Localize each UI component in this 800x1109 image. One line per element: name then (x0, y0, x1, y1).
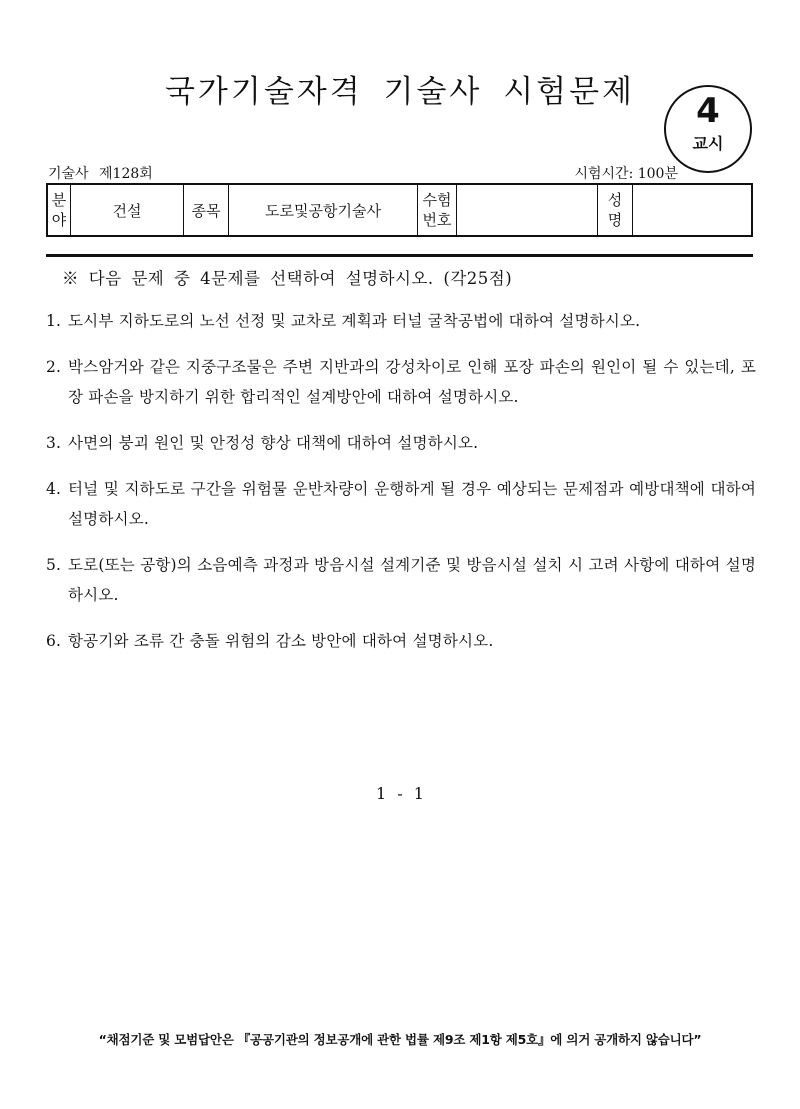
question-text: 사면의 붕괴 원인 및 안정성 향상 대책에 대하여 설명하시오. (68, 434, 479, 452)
name-label-top: 성 (607, 191, 623, 209)
session-badge (664, 85, 752, 173)
exam-info-table (46, 183, 753, 237)
name-label-bottom: 명 (607, 211, 623, 229)
page-title: 국가기술자격 기술사 시험문제 (164, 74, 635, 110)
disclosure-footer: “채점기준 및 모범답안은 『공공기관의 정보공개에 관한 법률 제9조 제1항 제5호』에 의거 공개하지 않습니다” (98, 1032, 702, 1047)
divider (46, 254, 753, 257)
exam-round: 기술사 제128회 (48, 166, 153, 182)
question-number: 1. (46, 312, 62, 330)
exam-no-label-cell (418, 184, 457, 236)
question-text: 항공기와 조류 간 충돌 위험의 감소 방안에 대하여 설명하시오. (68, 632, 494, 650)
category-label: 종목 (184, 184, 229, 236)
field-value: 건설 (71, 184, 184, 236)
question-number: 3. (46, 434, 62, 452)
category-value: 도로및공항기술사 (229, 184, 418, 236)
name-field[interactable] (633, 184, 753, 236)
field-label-top: 분 (51, 191, 67, 209)
question-item (46, 474, 756, 534)
question-item (46, 626, 756, 656)
page-number: 1 - 1 (376, 784, 424, 803)
exam-no-label-top: 수험 (422, 191, 452, 209)
question-list (46, 306, 756, 672)
session-number: 4 (696, 91, 720, 131)
question-text: 도로(또는 공항)의 소음예측 과정과 방음시설 설계기준 및 방음시설 설치 시 고려 사항에 대하여 설명하시오. (68, 556, 756, 604)
name-label-cell (598, 184, 633, 236)
question-item (46, 352, 756, 412)
field-label-bottom: 야 (51, 211, 67, 229)
field-label-cell (47, 184, 71, 236)
session-unit: 교시 (692, 134, 724, 153)
question-number: 2. (46, 358, 62, 376)
question-item (46, 428, 756, 458)
question-number: 5. (46, 556, 62, 574)
instruction-notice: ※ 다음 문제 중 4문제를 선택하여 설명하시오. (각25점) (62, 269, 513, 288)
question-number: 6. (46, 632, 62, 650)
exam-time: 시험시간: 100분 (574, 166, 678, 182)
exam-no-field[interactable] (457, 184, 598, 236)
question-number: 4. (46, 480, 62, 498)
question-text: 터널 및 지하도로 구간을 위험물 운반차량이 운행하게 될 경우 예상되는 문제점과 예방대책에 대하여 설명하시오. (68, 480, 756, 528)
question-text: 도시부 지하도로의 노선 선정 및 교차로 계획과 터널 굴착공법에 대하여 설명하시오. (68, 312, 641, 330)
question-item (46, 306, 756, 336)
exam-no-label-bottom: 번호 (422, 211, 452, 229)
question-item (46, 550, 756, 610)
question-text: 박스암거와 같은 지중구조물은 주변 지반과의 강성차이로 인해 포장 파손의 원인이 될 수 있는데, 포장 파손을 방지하기 위한 합리적인 설계방안에 대하여 설명하시오. (68, 358, 756, 406)
